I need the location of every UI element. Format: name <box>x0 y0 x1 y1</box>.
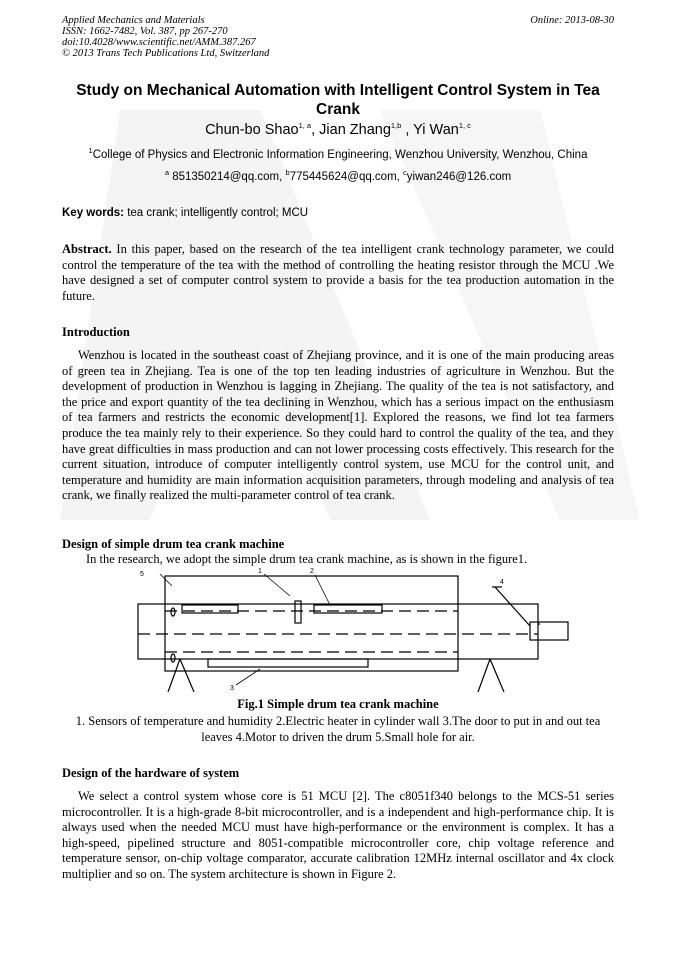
door-element <box>208 659 368 667</box>
motor-arm <box>495 587 530 626</box>
email-sup: c <box>403 168 407 178</box>
leg-right-front <box>478 659 490 692</box>
leg-right-back <box>490 659 504 692</box>
email-link[interactable]: 775445624@qq.com <box>289 171 397 183</box>
affiliation-sup: 1 <box>88 146 93 156</box>
leg-left-front <box>168 659 180 692</box>
journal-header <box>62 15 269 59</box>
figure-label: 5 <box>140 571 144 578</box>
author-sup: 1, c <box>458 121 471 131</box>
author-name: Chun-bo Shao <box>205 122 299 138</box>
keywords-label: Key words: <box>62 207 124 219</box>
air-hole-top <box>171 608 175 616</box>
affiliation <box>62 146 614 161</box>
design-hardware-text: We select a control system whose core is 51 MCU [2]. The c8051f340 belongs to the MCS-51 series microcontroller. It is a high-grade 8-bit microcontroller, and is a independent and high-performance chip. It is always used when the needed MCU must have high-performance or the environment is complex. It has a high-speed, pipelined structure and 8051-compatible microcontroller core, chip voltage reference and temperature sensor, on-chip voltage comparator, accurate calibration 12MHz internal oscillator and 4x clock multiplier and so on. The system architecture is shown in Figure 2. <box>62 789 614 881</box>
leader-2 <box>315 575 330 605</box>
author-sup: 1,b <box>390 121 402 131</box>
affiliation-text: College of Physics and Electronic Information Engineering, Wenzhou University, Wenzhou, China <box>92 149 588 161</box>
air-hole-bottom <box>171 654 175 662</box>
abstract <box>62 242 614 304</box>
doi: doi:10.4028/www.scientific.net/AMM.387.267 <box>62 37 256 48</box>
email-sup: a <box>164 168 169 178</box>
figure-label: 1 <box>258 568 262 575</box>
heater-element-right <box>314 605 382 613</box>
author-name: Jian Zhang <box>319 122 391 138</box>
figure-label: 3 <box>230 685 234 692</box>
abstract-label: Abstract. <box>62 242 112 256</box>
drum-outer-frame <box>165 576 458 671</box>
design-machine-heading: Design of simple drum tea crank machine <box>62 537 285 551</box>
motor <box>530 622 568 640</box>
design-hardware-heading: Design of the hardware of system <box>62 766 240 780</box>
email-link[interactable]: yiwan246@126.com <box>406 171 512 183</box>
email-sup: b <box>285 168 290 178</box>
copyright: © 2013 Trans Tech Publications Ltd, Switzerland <box>62 48 270 59</box>
drum-machine-figure <box>120 566 580 692</box>
figure-label: 2 <box>310 568 314 575</box>
drum-cylinder <box>138 604 538 659</box>
online-date: Online: 2013-08-30 <box>530 15 614 26</box>
issn: ISSN: 1662-7482, Vol. 387, pp 267-270 <box>62 26 228 37</box>
abstract-text: In this paper, based on the research of the tea intelligent crank technology parameter, we could control the temperature of the tea with the method of controlling the heating resistor through the MCU .We have designed a set of computer control system to provide a basis for the tea production automation in the future. <box>62 242 614 303</box>
design-machine-text: In the research, we adopt the simple drum tea crank machine, as is shown in the figure1. <box>86 552 528 566</box>
journal-name: Applied Mechanics and Materials <box>62 15 205 26</box>
leg-left-back <box>180 659 194 692</box>
email-link[interactable]: 851350214@qq.com <box>172 171 280 183</box>
leader-1 <box>264 574 290 596</box>
heater-element-left <box>182 605 238 613</box>
introduction-text: Wenzhou is located in the southeast coast of Zhejiang province, and it is one of the main producing areas of green tea in Zhejiang. Tea is one of the top ten leading industries of agriculture in Wenzhou. But the development of production in Wenzhou is lagging in Zhejiang. The quality of the tea is not satisfactory, and the price and export quantity of the tea declining in Wenzhou, which has a serious impact on the enthusiasm of tea farmers and restricts the economic development[1]. Explored the reasons, we find lot tea farmers produce the tea mainly rely to their experience. So they could hard to control the quality of the tea, and they have great difficulties in mass production and can not lower processing costs effectively. This research for the current situation, introduce of computer intelligently control system, use MCU for the control unit, and temperature and humidity are main information acquisition parameters, through modeling and analysis of tea crank, we finally realized the multi-parameter control of tea crank. <box>62 348 614 503</box>
author-name: Yi Wan <box>413 122 459 138</box>
figure-caption-note: 1. Sensors of temperature and humidity 2.Electric heater in cylinder wall 3.The door to put in and out tea leaves 4.Motor to driven the drum 5.Small hole for air. <box>75 714 601 744</box>
figure-label: 4 <box>500 579 504 586</box>
email-list: $^a$ 851350214@qq.com, $^b$775445624@qq.com, $^c$yiwan246@126.com <box>164 168 512 183</box>
introduction-heading: Introduction <box>62 325 130 339</box>
author-sup: 1, a <box>298 121 312 131</box>
keywords <box>62 207 308 219</box>
keywords-text: tea crank; intelligently control; MCU <box>127 207 309 219</box>
paper-title: Study on Mechanical Automation with Intelligent Control System in Tea Crank <box>76 82 600 118</box>
author-list: Chun-bo Shao$^{1, a}$, Jian Zhang$^{1,b}$ , Yi Wan$^{1, c}$ <box>205 121 471 138</box>
figure-caption: Fig.1 Simple drum tea crank machine <box>237 697 439 711</box>
